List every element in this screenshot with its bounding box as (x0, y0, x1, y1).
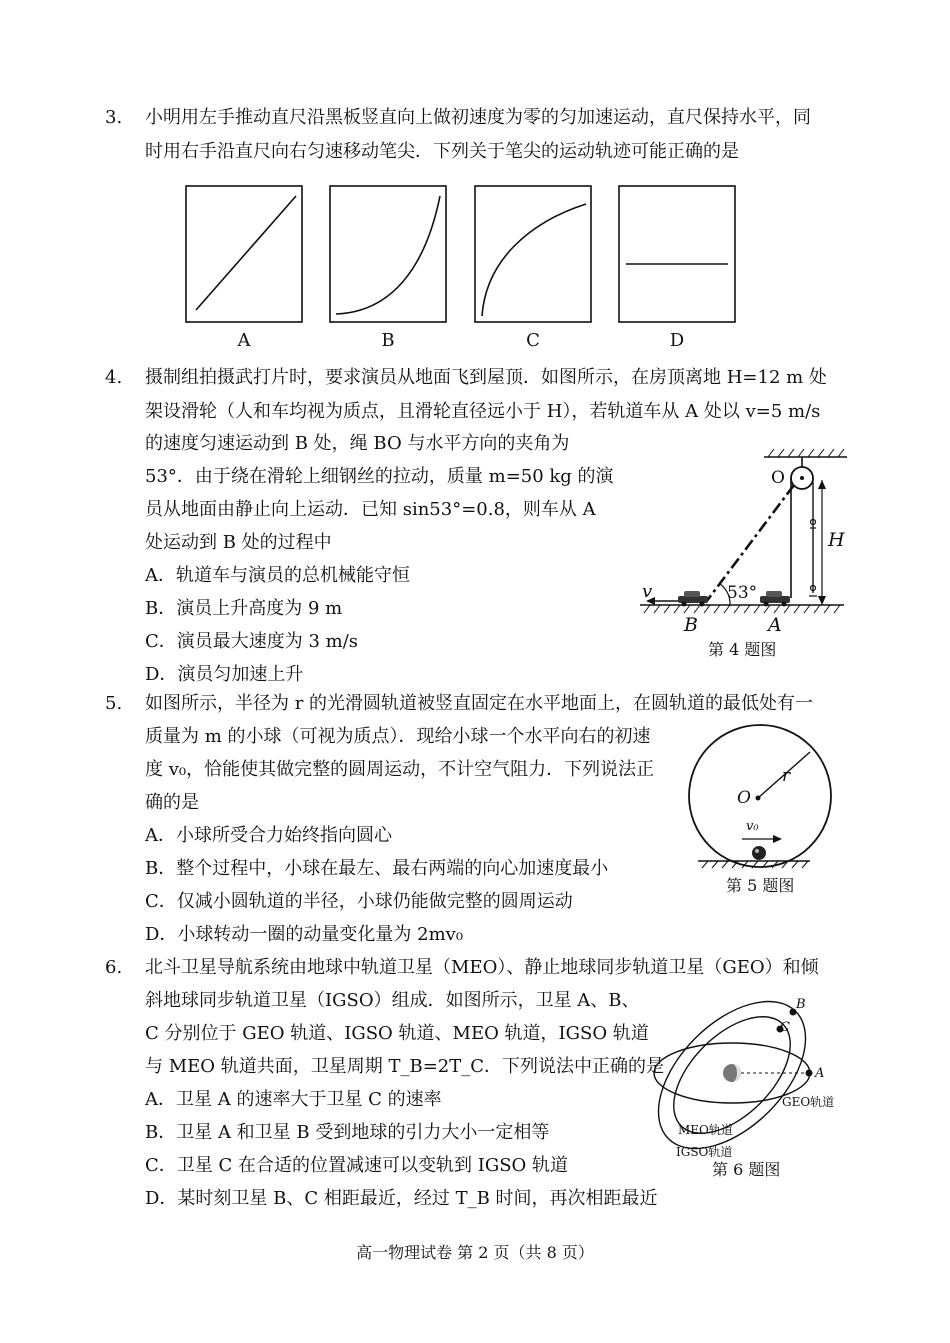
q5-figure (690, 722, 860, 872)
q4-option-d: D．演员匀加速上升 (145, 664, 304, 685)
q4-option-a: A．轨道车与演员的总机械能守恒 (145, 565, 410, 586)
q4-line-5: 员从地面由静止向上运动．已知 sin53°=0.8，则车从 A (145, 499, 596, 520)
q3-graph-c-curve (482, 204, 586, 316)
q3-graph-b-frame (330, 186, 446, 322)
q4-line-3: 的速度匀速运动到 B 处，绳 BO 与水平方向的夹角为 (145, 433, 570, 454)
page-footer: 高一物理试卷 第 2 页（共 8 页） (356, 1243, 594, 1262)
q3-graph-d-frame (619, 186, 735, 322)
q4-line-1: 摄制组拍摄武打片时，要求演员从地面飞到屋顶．如图所示，在房顶离地 H=12 m 处 (145, 367, 827, 388)
q6-label-b: B (796, 997, 806, 1012)
q5-option-d: D．小球转动一圈的动量变化量为 2mv₀ (145, 924, 464, 945)
q6-label-a: A (815, 1066, 825, 1081)
car-a-icon (760, 591, 790, 607)
q3-graph-c-frame (475, 186, 591, 322)
q3-label-c: C (526, 330, 540, 351)
q4-label-o: O (771, 468, 785, 488)
q5-line-3: 度 v₀，恰能使其做完整的圆周运动，不计空气阻力．下列说法正 (145, 759, 655, 780)
q6-option-b: B．卫星 A 和卫星 B 受到地球的引力大小一定相等 (145, 1122, 550, 1143)
q3-line-1: 小明用左手推动直尺沿黑板竖直向上做初速度为零的匀加速运动，直尺保持水平，同 (145, 107, 811, 128)
ground-hatch (644, 605, 840, 613)
q3-label-a: A (237, 330, 251, 351)
q5-number: 5. (105, 693, 123, 714)
q6-label-meo: MEO轨道 (678, 1123, 733, 1137)
q6-label-c: C (780, 1020, 790, 1035)
q5-label-o: O (737, 788, 751, 808)
q5-option-a: A．小球所受合力始终指向圆心 (145, 825, 392, 846)
q5-line-2: 质量为 m 的小球（可视为质点）．现给小球一个水平向右的初速 (145, 726, 651, 747)
q6-line-4: 与 MEO 轨道共面，卫星周期 T_B=2T_C．下列说法中正确的是 (145, 1056, 665, 1077)
ceiling-hatch (768, 449, 844, 457)
q5-line-1: 如图所示，半径为 r 的光滑圆轨道被竖直固定在水平地面上，在圆轨道的最低处有一 (145, 693, 814, 714)
q5-option-b: B．整个过程中，小球在最左、最右两端的向心加速度最小 (145, 858, 609, 879)
q4-option-c: C．演员最大速度为 3 m/s (145, 631, 359, 652)
q5-label-v0: v₀ (746, 819, 759, 834)
q4-number: 4. (105, 367, 123, 388)
q4-caption: 第 4 题图 (708, 640, 777, 659)
q5-option-c: C．仅减小圆轨道的半径，小球仍能做完整的圆周运动 (145, 891, 573, 912)
q4-label-b: B (684, 614, 698, 636)
q5-label-r: r (782, 766, 791, 786)
q3-graph-a-curve (196, 196, 296, 310)
q4-label-h: H (828, 529, 845, 551)
q6-option-c: C．卫星 C 在合适的位置减速可以变轨到 IGSO 轨道 (145, 1155, 569, 1176)
satellite-a-icon (806, 1070, 813, 1077)
q6-option-d: D．某时刻卫星 B、C 相距最近，经过 T_B 时间，再次相距最近 (145, 1188, 658, 1209)
q6-line-3: C 分别位于 GEO 轨道、IGSO 轨道、MEO 轨道，IGSO 轨道 (145, 1023, 649, 1044)
q6-number: 6. (105, 957, 123, 978)
q5-line-4: 确的是 (145, 792, 199, 813)
q4-option-b: B．演员上升高度为 9 m (145, 598, 343, 619)
q6-caption: 第 6 题图 (712, 1160, 781, 1179)
q4-label-angle: 53° (727, 583, 758, 603)
q3-label-d: D (669, 330, 685, 351)
q4-label-v: v (642, 581, 653, 602)
q6-label-igso: IGSO轨道 (676, 1145, 733, 1159)
q3-option-graphs (0, 180, 950, 380)
q4-line-2: 架设滑轮（人和车均视为质点，且滑轮直径远小于 H），若轨道车从 A 处以 v=5 m/s (145, 401, 821, 422)
q3-line-2: 时用右手沿直尺向右匀速移动笔尖．下列关于笔尖的运动轨迹可能正确的是 (145, 141, 739, 162)
q6-line-2: 斜地球同步轨道卫星（IGSO）组成．如图所示，卫星 A、B、 (145, 990, 640, 1011)
q3-graph-b-curve (336, 196, 440, 314)
q6-line-1: 北斗卫星导航系统由地球中轨道卫星（MEO）、静止地球同步轨道卫星（GEO）和倾 (145, 957, 819, 978)
q5-caption: 第 5 题图 (726, 876, 795, 895)
ball-icon (752, 846, 766, 860)
q4-line-6: 处运动到 B 处的过程中 (145, 532, 332, 553)
q3-number: 3. (105, 107, 123, 128)
q6-option-a: A．卫星 A 的速率大于卫星 C 的速率 (145, 1089, 442, 1110)
q3-label-b: B (381, 330, 395, 351)
car-b-icon (678, 591, 708, 607)
q4-line-4: 53°．由于绕在滑轮上细钢丝的拉动，质量 m=50 kg 的演 (145, 466, 614, 487)
q4-label-a: A (768, 614, 782, 636)
q6-label-geo: GEO轨道 (782, 1095, 835, 1109)
